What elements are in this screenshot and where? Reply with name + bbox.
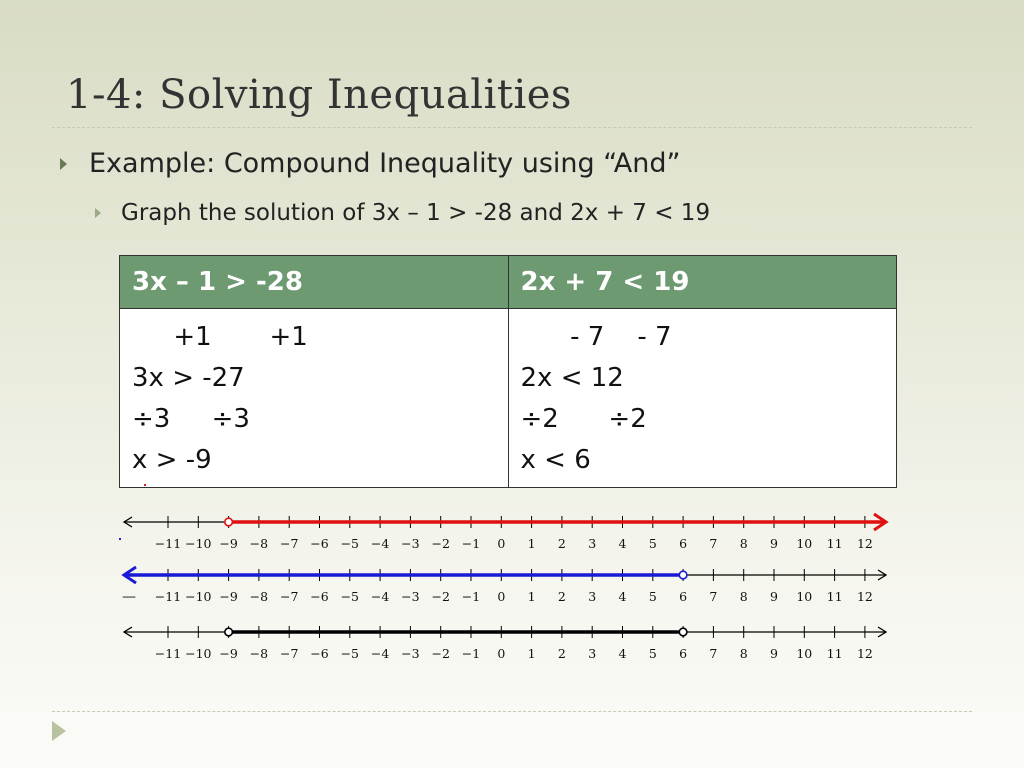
tick-label: 11: [826, 646, 843, 661]
right-step: x < 6: [520, 445, 591, 475]
tick-label: −1: [461, 589, 481, 604]
tick-label: 11: [826, 536, 843, 551]
tick-label: −2: [431, 589, 450, 604]
tick-label: 3: [588, 646, 597, 661]
tick-label: 0: [497, 646, 506, 661]
tick-label: −6: [310, 589, 329, 604]
tick-label: −11: [154, 536, 182, 551]
right-step: - 7 - 7: [520, 322, 672, 352]
tick-label: −2: [431, 646, 450, 661]
table-header-right: 2x + 7 < 19: [508, 256, 897, 309]
tick-label: 8: [739, 589, 748, 604]
tick-label: −9: [219, 646, 238, 661]
tick-label: 6: [679, 536, 688, 551]
open-circle-endpoint: [225, 518, 233, 526]
tick-label: −1: [461, 536, 481, 551]
tick-label: −7: [279, 536, 299, 551]
tick-label: −10: [185, 646, 212, 661]
tick-label: 0: [497, 536, 506, 551]
tick-label: −4: [370, 536, 390, 551]
open-circle-endpoint: [679, 571, 687, 579]
tick-label: 12: [856, 646, 873, 661]
tick-label: 6: [679, 589, 688, 604]
tick-label: −10: [185, 589, 212, 604]
tick-label: −8: [249, 589, 269, 604]
tick-label: 7: [709, 589, 718, 604]
tick-label: 9: [770, 536, 778, 551]
left-step: ÷3 ÷3: [132, 404, 250, 434]
tick-label: 10: [796, 646, 813, 661]
tick-label: −1: [461, 646, 481, 661]
right-step: 2x < 12: [520, 363, 624, 393]
tick-label: 3: [588, 589, 597, 604]
tick-label: 12: [856, 589, 873, 604]
open-circle-endpoint: [679, 628, 687, 636]
tick-label: −8: [249, 646, 269, 661]
tick-label: 6: [679, 646, 688, 661]
tick-label: −7: [279, 589, 299, 604]
tick-label: −10: [185, 536, 212, 551]
tick-label: 4: [618, 589, 627, 604]
tick-label: 10: [796, 589, 813, 604]
bullet-graph-instruction-text: Graph the solution of 3x – 1 > -28 and 2x + 7 < 19: [121, 200, 711, 226]
tick-label: −3: [401, 536, 420, 551]
tick-label: −3: [401, 589, 420, 604]
tick-label: −8: [249, 536, 269, 551]
tick-label: 5: [648, 646, 657, 661]
tick-label: 5: [648, 589, 657, 604]
tick-label: −5: [340, 589, 360, 604]
tick-label: −6: [310, 536, 329, 551]
tick-label: 4: [618, 646, 627, 661]
tick-label: 1: [527, 646, 536, 661]
tick-label: 1: [527, 589, 536, 604]
tick-label: 8: [739, 646, 748, 661]
side-mark: —: [122, 589, 136, 605]
tick-label: 9: [770, 589, 778, 604]
tick-label: 12: [856, 536, 873, 551]
bullet-example-text: Example: Compound Inequality using “And”: [89, 148, 681, 179]
left-step: 3x > -27: [132, 363, 245, 393]
tick-label: 11: [826, 589, 843, 604]
tick-label: −6: [310, 646, 329, 661]
tick-label: −2: [431, 536, 450, 551]
tick-label: 2: [557, 536, 566, 551]
tick-label: 0: [497, 589, 506, 604]
tick-label: 8: [739, 536, 748, 551]
tick-label: −4: [370, 646, 390, 661]
tick-label: 10: [796, 536, 813, 551]
tick-label: 2: [557, 589, 566, 604]
tick-label: −4: [370, 589, 390, 604]
tick-label: 7: [709, 646, 718, 661]
footer-divider: [52, 711, 972, 712]
tick-label: 3: [588, 536, 597, 551]
tick-label: 4: [618, 536, 627, 551]
tick-label: −5: [340, 646, 360, 661]
tick-label: −5: [340, 536, 360, 551]
slide-title: 1-4: Solving Inequalities: [66, 72, 572, 118]
tick-label: 2: [557, 646, 566, 661]
open-circle-endpoint: [225, 628, 233, 636]
next-slide-arrow-icon[interactable]: [52, 721, 66, 741]
tick-label: 9: [770, 646, 778, 661]
right-step: ÷2 ÷2: [520, 404, 647, 434]
tick-label: 1: [527, 536, 536, 551]
tick-label: −11: [154, 646, 182, 661]
tick-label: 7: [709, 536, 718, 551]
tick-label: −7: [279, 646, 299, 661]
tick-label: −3: [401, 646, 420, 661]
left-step: +1 +1: [132, 322, 308, 352]
left-step: x > -9: [132, 445, 212, 475]
table-header-left: 3x – 1 > -28: [120, 256, 509, 309]
tick-label: −9: [219, 536, 238, 551]
tick-label: −11: [154, 589, 182, 604]
tick-label: 5: [648, 536, 657, 551]
tick-label: −9: [219, 589, 238, 604]
